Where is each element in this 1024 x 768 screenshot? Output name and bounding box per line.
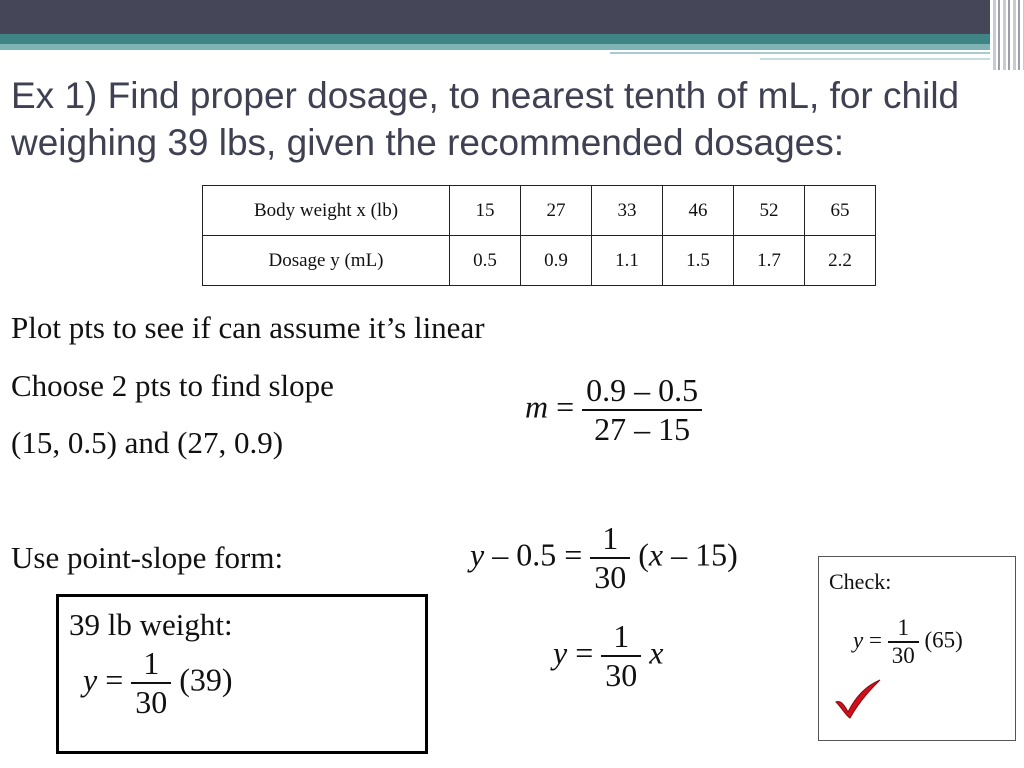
var-x: x: [649, 634, 664, 671]
table-cell: 33: [592, 186, 663, 236]
row-label: Body weight x (lb): [203, 186, 450, 236]
accent-line: [760, 58, 990, 60]
one-thirtieth-fraction: [888, 615, 919, 669]
slope-numerator: 0.9 – 0.5: [586, 372, 699, 408]
step-choose: Choose 2 pts to find slope: [11, 368, 334, 403]
fraction-denominator: 30: [590, 557, 630, 596]
slope-equation: [525, 372, 702, 448]
fraction-denominator: 30: [888, 641, 919, 669]
fraction-numerator: 1: [143, 645, 160, 681]
var-y: y: [470, 536, 485, 573]
table-row: [203, 186, 876, 236]
table-cell: 46: [663, 186, 734, 236]
equals-sign: =: [868, 627, 882, 653]
var-y: y: [553, 634, 568, 671]
slope-denominator: 27 – 15: [582, 409, 702, 448]
red-checkmark-icon: [832, 676, 884, 722]
top-banner: [0, 0, 1024, 34]
weight-box: [56, 594, 428, 754]
equals-sign: =: [556, 388, 575, 425]
one-thirtieth-fraction: [131, 645, 171, 721]
table-cell: 0.5: [450, 236, 521, 286]
var-y: y: [83, 661, 98, 698]
check-equation: [853, 615, 963, 669]
table-cell: 27: [521, 186, 592, 236]
weight-label: 39 lb weight:: [69, 607, 233, 642]
weight-equation: [83, 645, 233, 721]
table-cell: 1.5: [663, 236, 734, 286]
table-cell: 2.2: [805, 236, 876, 286]
fraction-denominator: 30: [131, 682, 171, 721]
accent-line: [610, 52, 990, 54]
eq-right-rest: – 15): [671, 536, 738, 573]
eq-left-rest: – 0.5 =: [492, 536, 583, 573]
var-x: x: [648, 536, 664, 573]
step-points: (15, 0.5) and (27, 0.9): [11, 425, 284, 460]
simplified-equation: [553, 618, 663, 694]
fraction-numerator: 1: [897, 615, 909, 640]
table-cell: 1.7: [734, 236, 805, 286]
step-point-slope: Use point-slope form:: [11, 540, 284, 575]
check-label: Check:: [829, 569, 892, 594]
open-paren: (: [638, 536, 649, 573]
weight-argument: (39): [179, 661, 233, 698]
table-cell: 65: [805, 186, 876, 236]
fraction-denominator: 30: [601, 655, 641, 694]
dosage-table: [202, 185, 876, 286]
teal-band: [0, 34, 990, 44]
slope-symbol: m: [525, 388, 549, 425]
teal-band-light: [0, 44, 990, 50]
step-plot: Plot pts to see if can assume it’s linear: [11, 310, 485, 345]
table-cell: 0.9: [521, 236, 592, 286]
table-cell: 52: [734, 186, 805, 236]
one-thirtieth-fraction: [601, 618, 641, 694]
point-slope-equation: [470, 520, 738, 596]
one-thirtieth-fraction: [590, 520, 630, 596]
table-cell: 1.1: [592, 236, 663, 286]
equals-sign: =: [575, 634, 594, 671]
fraction-numerator: 1: [613, 618, 630, 654]
table-row: [203, 236, 876, 286]
equals-sign: =: [105, 661, 124, 698]
fraction-numerator: 1: [602, 520, 619, 556]
slide-title: Ex 1) Find proper dosage, to nearest tenth of mL, for child weighing 39 lbs, given the recommended dosages:: [11, 75, 960, 163]
row-label: Dosage y (mL): [203, 236, 450, 286]
table-cell: 15: [450, 186, 521, 236]
slope-fraction: [582, 372, 702, 448]
var-y: y: [853, 627, 864, 653]
corner-stripes: [990, 0, 1024, 70]
check-argument: (65): [924, 627, 963, 653]
